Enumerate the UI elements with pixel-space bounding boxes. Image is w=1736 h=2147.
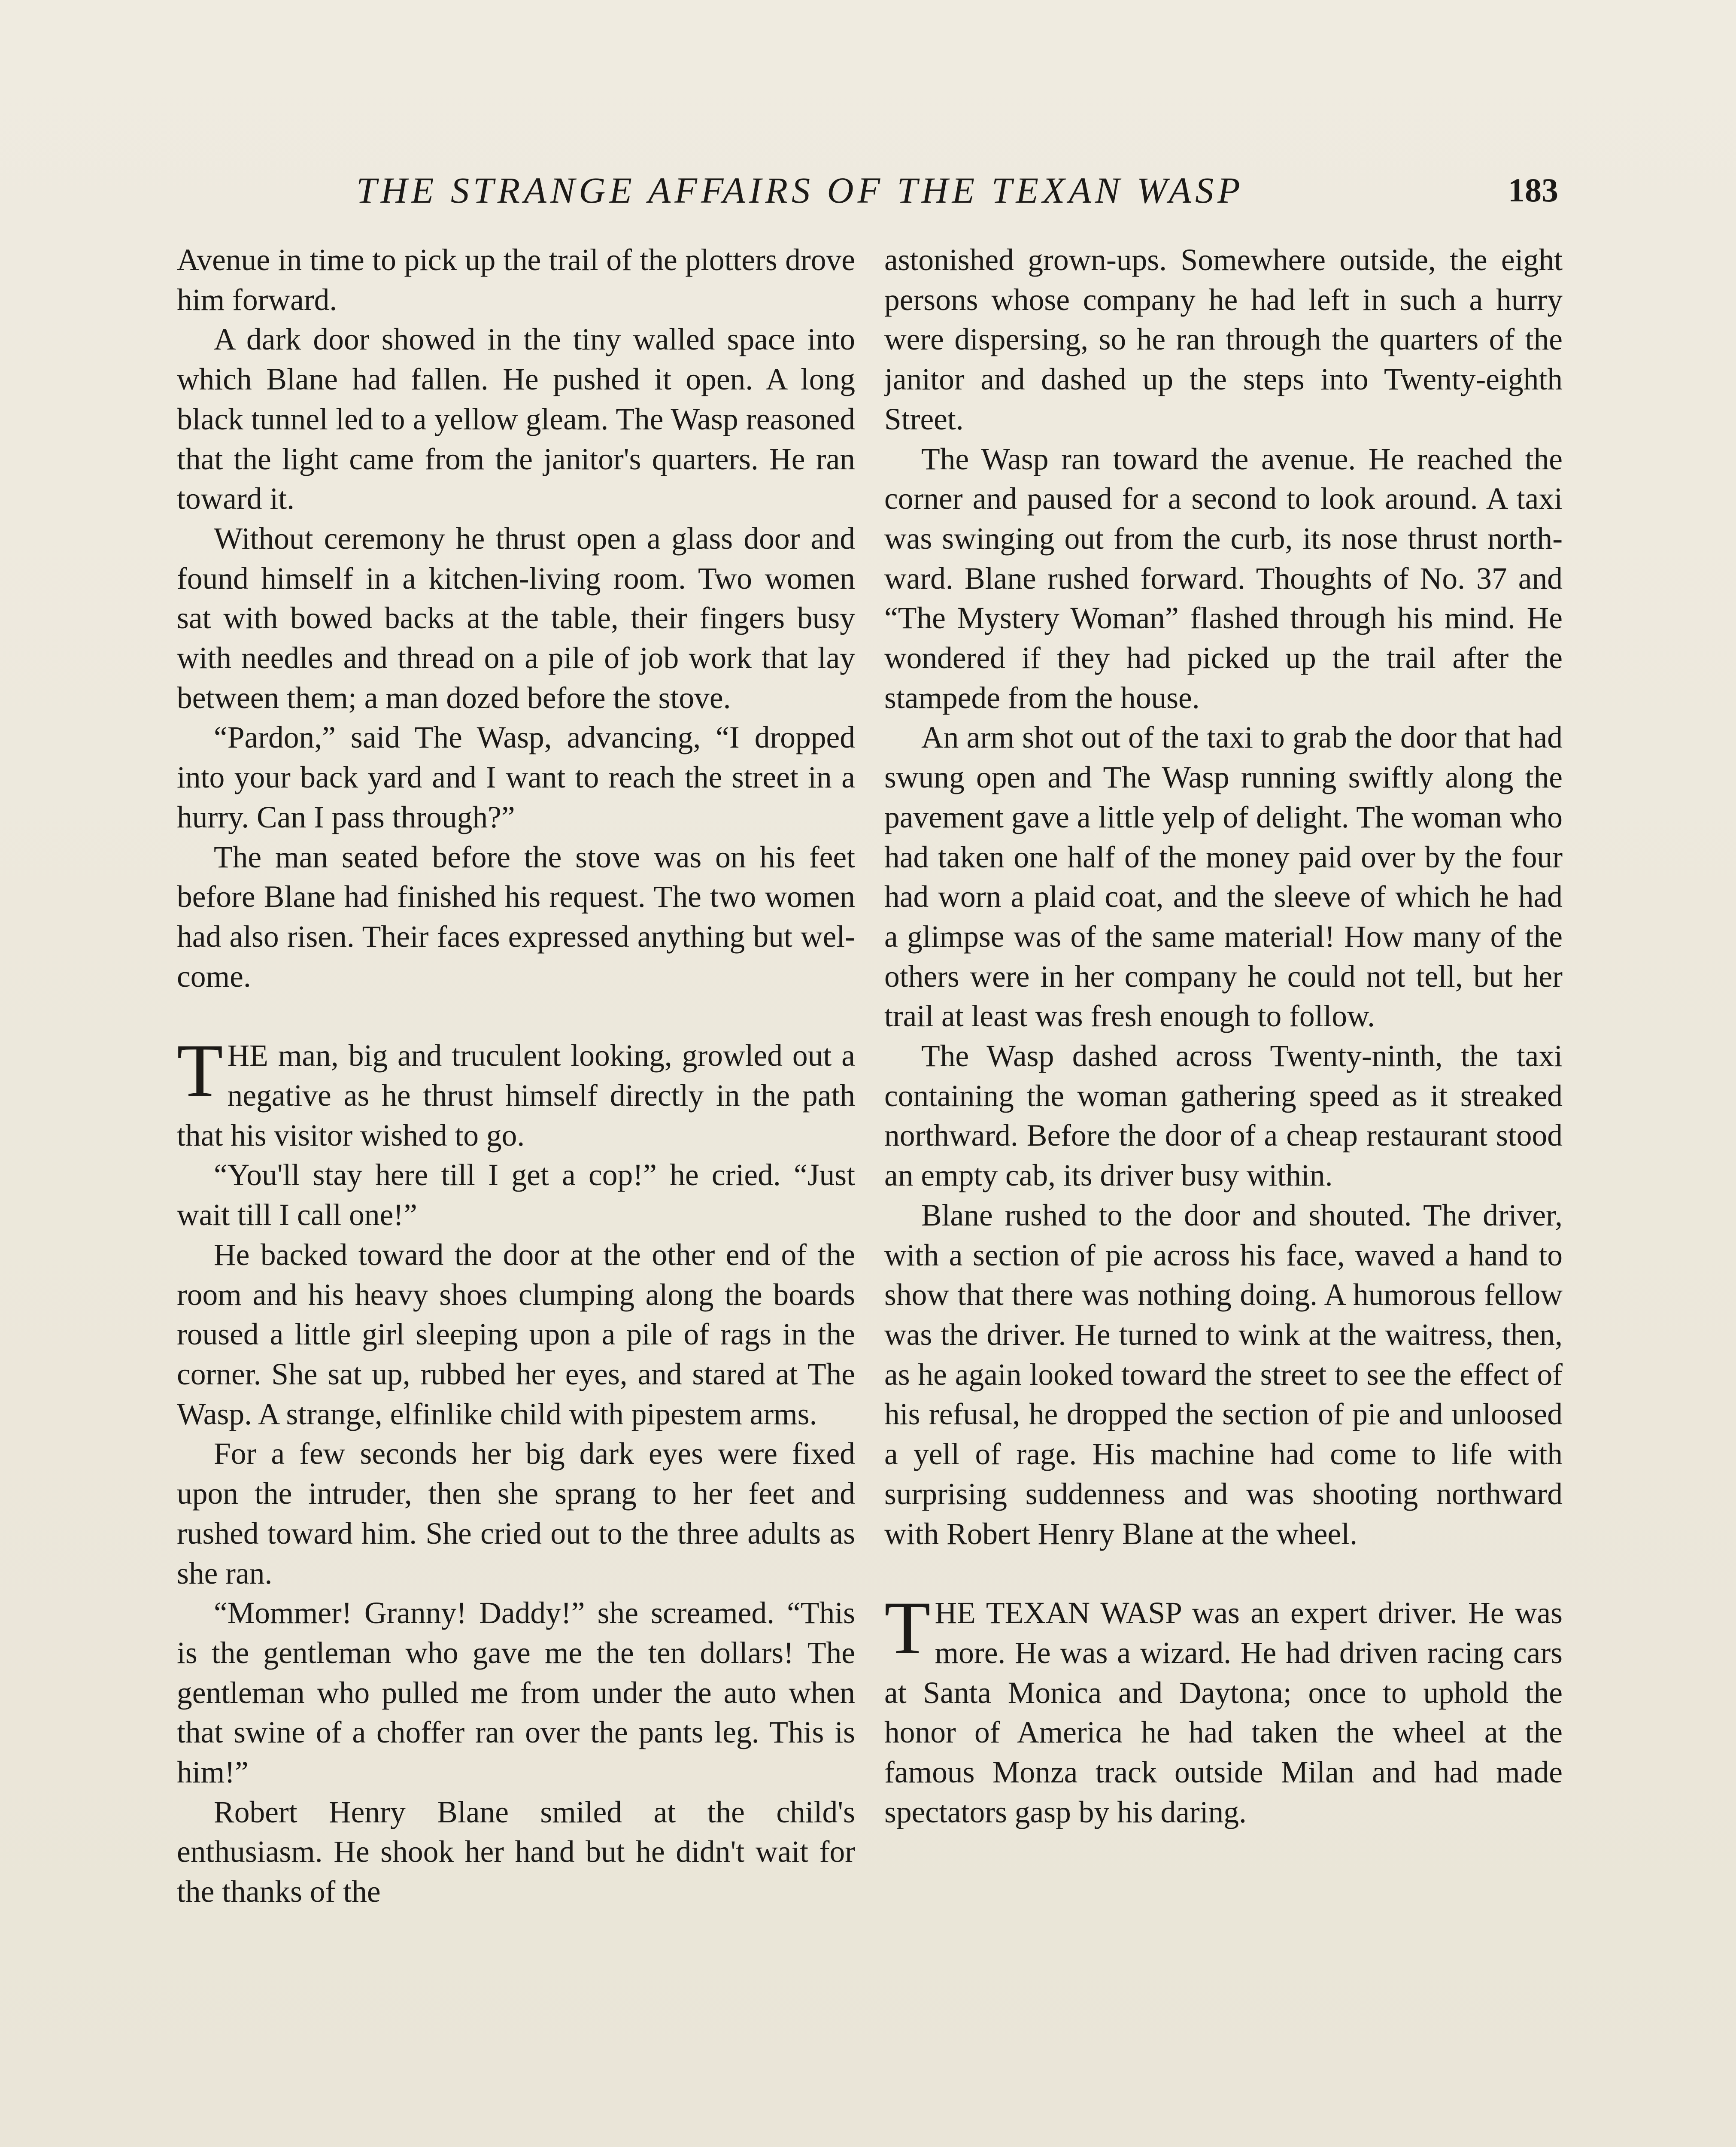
paragraph: Robert Henry Blane smiled at the child's enthusiasm. He shook her hand but he didn't wait for the thanks of the xyxy=(177,1795,855,1909)
paragraph: A dark door showed in the tiny walled space into which Blane had fallen. He pushed it open. A long black tunnel led to a yellow gleam. The Wasp reasoned that the light came from the janitor's quarters. He ran toward it. xyxy=(177,322,855,516)
paragraph: The Wasp ran toward the avenue. He reached the corner and paused for a second to look around. A taxi was swinging out from the curb, its nose thrust northward. Blane rushed forward. Thoughts of No. 37 and “The Mystery Woman” flashed through his mind. He wondered if they had picked up the trail after the stampede from the house. xyxy=(884,442,1563,715)
paragraph: For a few seconds her big dark eyes were fixed upon the intruder, then she sprang to her feet and rushed toward him. She cried out to the three adults as she ran. xyxy=(177,1437,855,1590)
drop-cap: T xyxy=(177,1029,223,1113)
paragraph: astonished grown-ups. Somewhere outside, the eight persons whose company he had left in such a hurry were dispersing, so he ran through the quarters of the janitor and dashed up the steps into Twenty-eighth Street. xyxy=(884,243,1563,436)
paragraph: “You'll stay here till I get a cop!” he cried. “Just wait till I call one!” xyxy=(177,1158,855,1232)
right-column xyxy=(884,240,1563,2147)
section-break xyxy=(884,1554,1563,1594)
paragraph: The man seated before the stove was on his feet before Blane had finished his request. The two women had also risen. Their faces expressed anything but welcome. xyxy=(177,840,855,994)
running-head: THE STRANGE AFFAIRS OF THE TEXAN WASP xyxy=(356,170,1244,211)
section-opening-paragraph xyxy=(884,1586,1563,1832)
page-number: 183 xyxy=(1508,171,1558,209)
drop-cap: T xyxy=(884,1586,931,1670)
section-opening-paragraph xyxy=(177,1029,855,1156)
paragraph: The Wasp dashed across Twenty-ninth, the taxi containing the woman gathering speed as it streaked northward. Before the door of a cheap restaurant stood an empty cab, its driver busy within. xyxy=(884,1039,1563,1193)
paragraph: An arm shot out of the taxi to grab the door that had swung open and The Wasp running swiftly along the pavement gave a little yelp of delight. The woman who had taken one half of the money paid over by the four had worn a plaid coat, and the sleeve of which he had a glimpse was of the same material! How many of the others were in her company he could not tell, but her trail at least was fresh enough to follow. xyxy=(884,721,1563,1034)
left-column xyxy=(177,240,855,2147)
paragraph: Blane rushed to the door and shouted. The driver, with a section of pie across his face, waved a hand to show that there was nothing doing. A humorous fellow was the driver. He turned to wink at the waitress, then, as he again looked toward the street to see the effect of his refusal, he dropped the section of pie and unloosed a yell of rage. His machine had come to life with surprising suddenness and was shooting northward with Robert Henry Blane at the wheel. xyxy=(884,1198,1563,1551)
paragraph: “Pardon,” said The Wasp, advancing, “I dropped into your back yard and I want to reach the street in a hurry. Can I pass through?” xyxy=(177,721,855,834)
section-opening-text: HE man, big and truculent looking, growled out a negative as he thrust himself directly in the path that his visitor wished to go. xyxy=(177,1039,855,1153)
paragraph: Without ceremony he thrust open a glass door and found himself in a kitchen-living room. Two women sat with bowed backs at the table, their fingers busy with needles and thread on a pile of job work that lay between them; a man dozed before the stove. xyxy=(177,521,855,715)
section-break xyxy=(177,997,855,1036)
paragraph: Avenue in time to pick up the trail of the plotters drove him forward. xyxy=(177,243,855,317)
paragraph: “Mommer! Granny! Daddy!” she screamed. “This is the gentleman who gave me the ten dollars! The gentleman who pulled me from under the auto when that swine of a choffer ran over the pants leg. This is him!” xyxy=(177,1596,855,1790)
paragraph: He backed toward the door at the other end of the room and his heavy shoes clumping along the boards roused a little girl sleeping upon a pile of rags in the corner. She sat up, rubbed her eyes, and stared at The Wasp. A strange, elfinlike child with pipestem arms. xyxy=(177,1238,855,1431)
section-opening-text: HE TEXAN WASP was an expert driver. He was more. He was a wizard. He had driven racing cars at Santa Monica and Daytona; once to uphold the honor of America he had taken the wheel at the famous Monza track outside Milan and had made spectators gasp by his daring. xyxy=(884,1596,1563,1829)
